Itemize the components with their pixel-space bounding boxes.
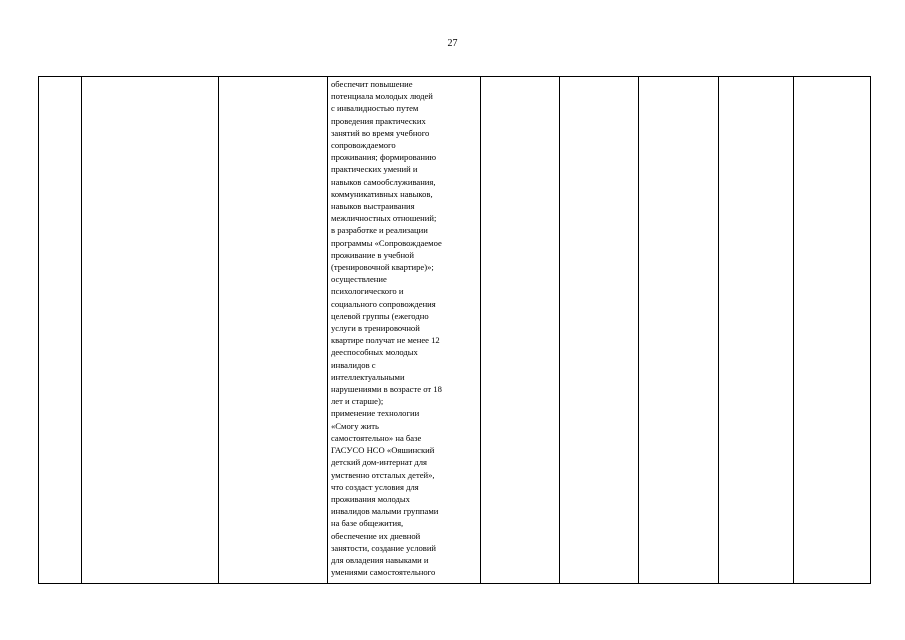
measure-description-text: обеспечит повышение потенциала молодых людей с инвалидностью путем проведения практических занятий во время учебного сопровождаемого проживания; формированию практических умений и навыков самообслуживания, коммуникативных навыков, навыков выстраивания межличностных отношений; в разработке и реализации программы «Сопровождаемое проживание в учебной (тренировочной квартире)»; осуществление психологического и социального сопровождения целевой группы (ежегодно услуги в тренировочной квартире получат не менее 12 дееспособных молодых инвалидов с интеллектуальными нарушениями в возрасте от 18 лет и старше); применение технологии «Смогу жить самостоятельно» на базе ГАСУСО НСО «Ояшинский детский дом-интернат для умственно отсталых детей», что создаст условия для проживания молодых инвалидов малыми группами на базе общежития, обеспечение их дневной занятости, создание условий для овладения навыками и умениями самостоятельного — [331, 79, 442, 578]
table-row — [39, 77, 871, 584]
table-cell-3 — [219, 77, 328, 584]
document-table — [38, 76, 871, 584]
table-cell-5 — [481, 77, 560, 584]
table-cell-4 — [328, 77, 481, 584]
table-cell-7 — [639, 77, 719, 584]
table-cell-1 — [39, 77, 82, 584]
table-cell-2 — [82, 77, 219, 584]
table-cell-6 — [560, 77, 639, 584]
table-cell-9 — [794, 77, 871, 584]
page-number: 27 — [447, 38, 458, 49]
table-cell-8 — [719, 77, 794, 584]
